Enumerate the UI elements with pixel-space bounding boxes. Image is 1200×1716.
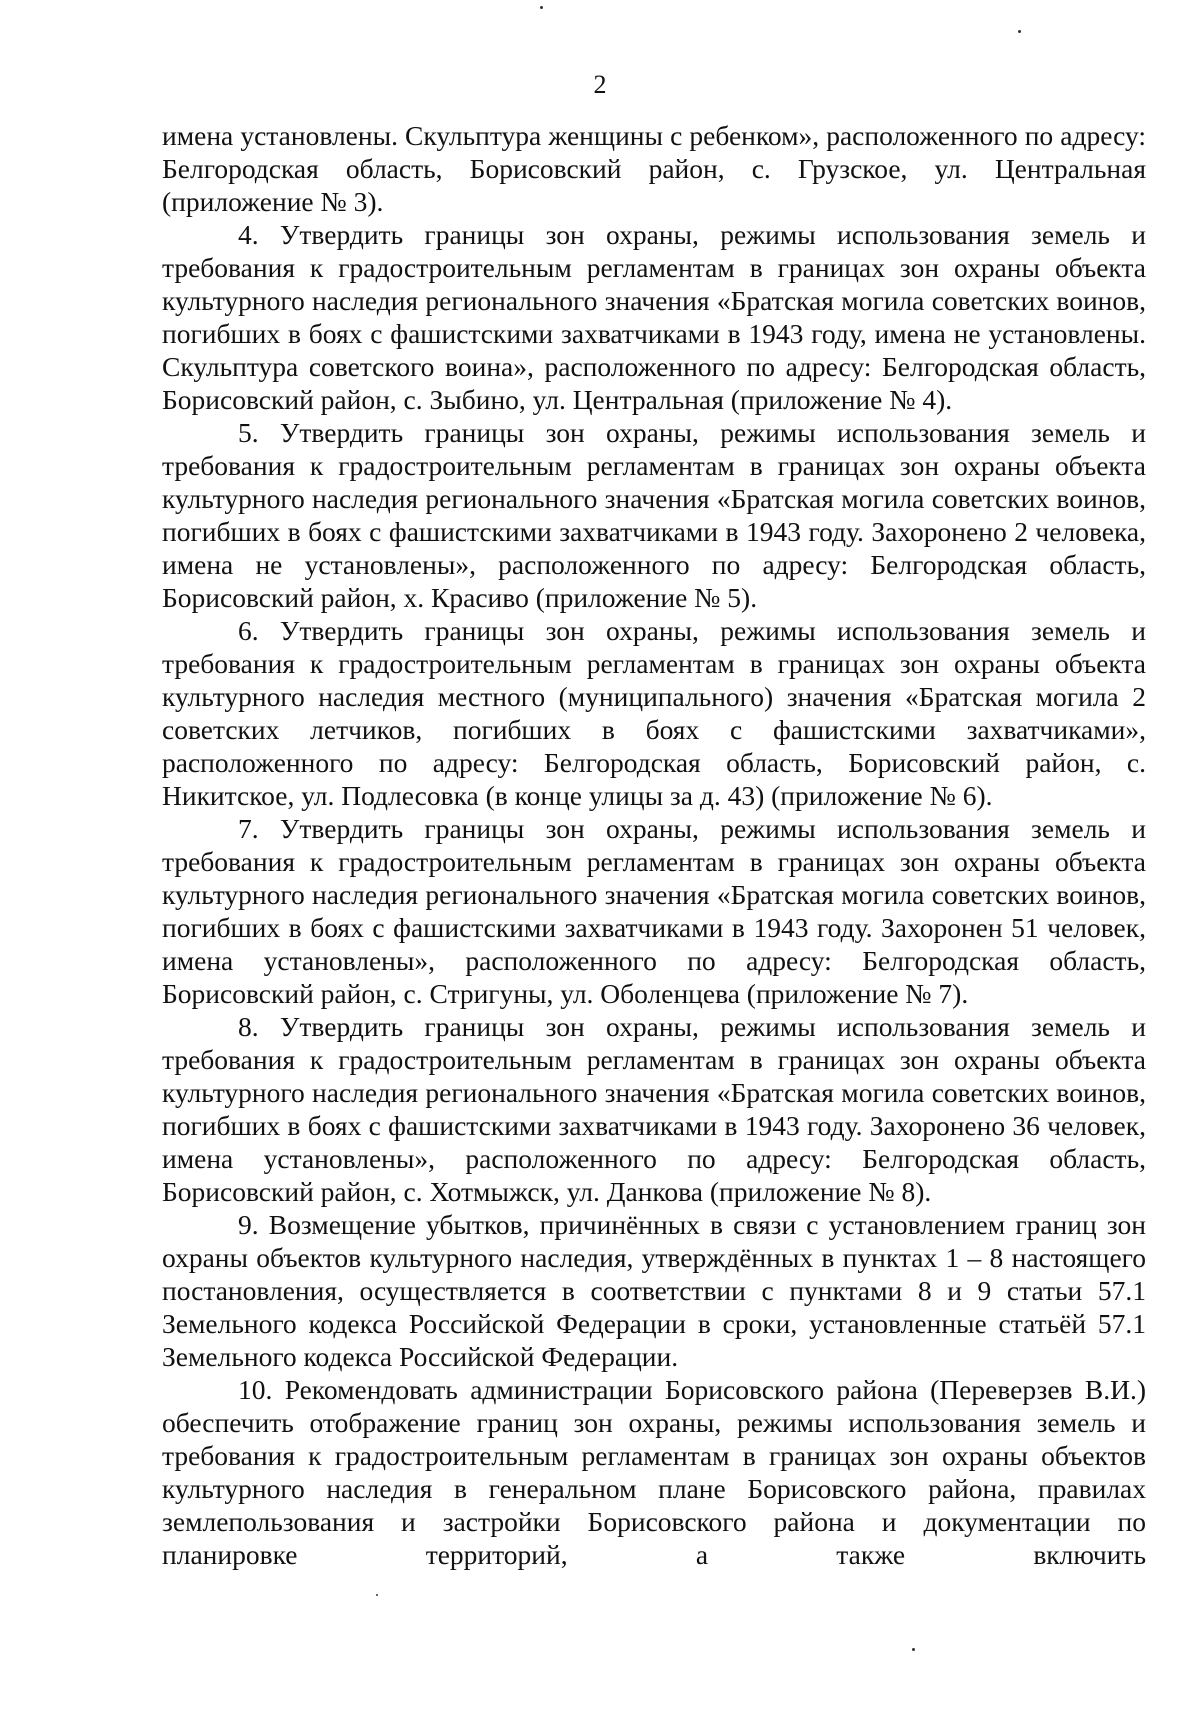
document-body	[162, 119, 1146, 1571]
scan-speck	[912, 1648, 915, 1651]
paragraph-item-8: 8. Утвердить границы зон охраны, режимы использования земель и требования к градостроительным регламентам в границах зон охраны объекта культурного наследия регионального значения «Братская могила советских воинов, погибших в боях с фашистскими захватчиками в 1943 году. Захоронено 36 человек, имена установлены», расположенного по адресу: Белгородская область, Борисовский район, с. Хотмыжск, ул. Данкова (приложение № 8).	[162, 1011, 1146, 1207]
paragraph-item-6: 6. Утвердить границы зон охраны, режимы использования земель и требования к градостроительным регламентам в границах зон охраны объекта культурного наследия местного (муниципального) значения «Братская могила 2 советских летчиков, погибших в боях с фашистскими захватчиками», расположенного по адресу: Белгородская область, Борисовский район, с. Никитское, ул. Подлесовка (в конце улицы за д. 43) (приложение № 6).	[162, 615, 1146, 811]
page-number: 2	[593, 70, 607, 99]
paragraph-item-10: 10. Рекомендовать администрации Борисовского района (Переверзев В.И.) обеспечить отображение границ зон охраны, режимы использования земель и требования к градостроительным регламентам в границах зон охраны объектов культурного наследия в генеральном плане Борисовского района, правилах землепользования и застройки Борисовского района и документации по планировке территорий, а также включить	[162, 1374, 1146, 1570]
scan-speck	[376, 1594, 378, 1596]
paragraph-item-9: 9. Возмещение убытков, причинённых в связи с установлением границ зон охраны объектов культурного наследия, утверждённых в пунктах 1 – 8 настоящего постановления, осуществляется в соответствии с пунктами 8 и 9 статьи 57.1 Земельного кодекса Российской Федерации в сроки, установленные статьёй 57.1 Земельного кодекса Российской Федерации.	[162, 1209, 1146, 1372]
scan-speck	[1018, 30, 1021, 33]
scan-speck	[540, 6, 543, 9]
paragraph-continuation: имена установлены. Скульптура женщины с ребенком», расположенного по адресу: Белгородская область, Борисовский район, с. Грузское, ул. Центральная (приложение № 3).	[162, 120, 1146, 217]
paragraph-item-4: 4. Утвердить границы зон охраны, режимы использования земель и требования к градостроительным регламентам в границах зон охраны объекта культурного наследия регионального значения «Братская могила советских воинов, погибших в боях с фашистскими захватчиками в 1943 году, имена не установлены. Скульптура советского воина», расположенного по адресу: Белгородская область, Борисовский район, с. Зыбино, ул. Центральная (приложение № 4).	[162, 219, 1146, 415]
paragraph-item-5: 5. Утвердить границы зон охраны, режимы использования земель и требования к градостроительным регламентам в границах зон охраны объекта культурного наследия регионального значения «Братская могила советских воинов, погибших в боях с фашистскими захватчиками в 1943 году. Захоронено 2 человека, имена не установлены», расположенного по адресу: Белгородская область, Борисовский район, х. Красиво (приложение № 5).	[162, 417, 1146, 613]
paragraph-item-7: 7. Утвердить границы зон охраны, режимы использования земель и требования к градостроительным регламентам в границах зон охраны объекта культурного наследия регионального значения «Братская могила советских воинов, погибших в боях с фашистскими захватчиками в 1943 году. Захоронен 51 человек, имена установлены», расположенного по адресу: Белгородская область, Борисовский район, с. Стригуны, ул. Оболенцева (приложение № 7).	[162, 813, 1146, 1009]
